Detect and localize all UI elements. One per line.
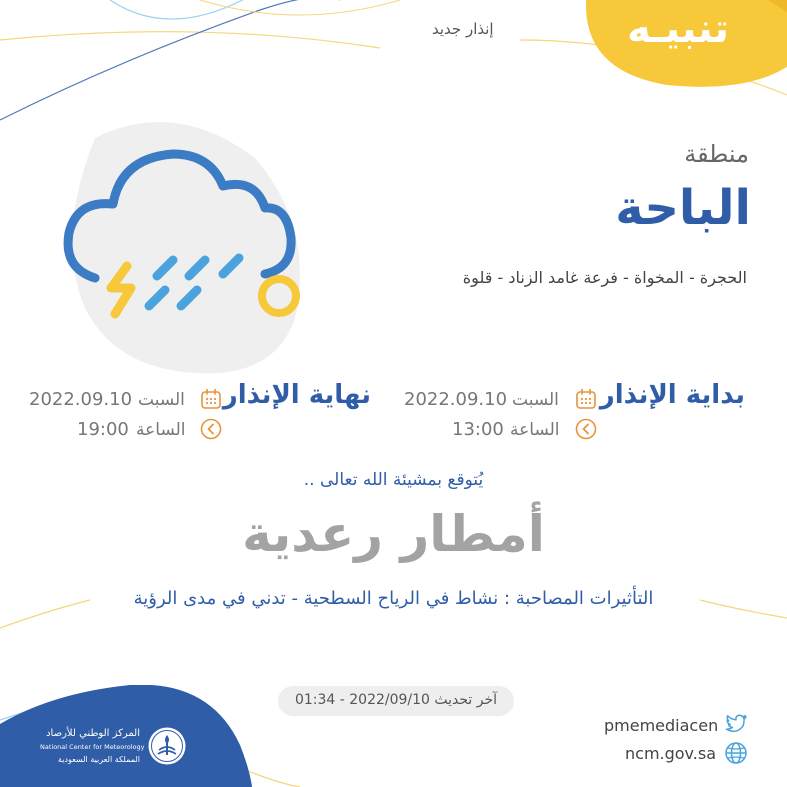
start-time-label: الساعة <box>510 420 560 440</box>
start-day: السبت <box>512 390 559 410</box>
calendar-icon <box>200 388 222 410</box>
alert-title: تنبيـه <box>627 6 729 52</box>
weather-phenomenon: أمطار رعدية <box>242 505 545 563</box>
start-time: 13:00 <box>452 419 504 440</box>
website-link[interactable]: ncm.gov.sa <box>625 744 717 763</box>
subregions-list: الحجرة - المخواة - فرعة غامد الزناد - قلوة <box>462 268 747 287</box>
start-date: 2022.09.10 <box>404 389 508 410</box>
associated-effects: التأثيرات المصاحبة : نشاط في الرياح السطحية - تدني في مدى الرؤية <box>133 588 654 609</box>
twitter-handle[interactable]: pmemediacen <box>604 716 719 735</box>
end-time: 19:00 <box>77 419 129 440</box>
globe-icon[interactable] <box>724 741 748 765</box>
region-label: منطقة <box>684 140 749 168</box>
organization-name-en: National Center for Meteorology <box>40 743 145 751</box>
end-day: السبت <box>138 390 185 410</box>
end-time-label: الساعة <box>136 420 186 440</box>
region-name: الباحة <box>615 180 751 236</box>
clock-icon <box>200 418 222 440</box>
last-updated-text: آخر تحديث 2022/09/10 - 01:34 <box>294 692 498 708</box>
organization-country-ar: المملكة العربية السعودية <box>57 755 140 764</box>
calendar-icon <box>575 388 597 410</box>
start-title: بداية الإنذار <box>599 380 745 410</box>
end-title: نهاية الإنذار <box>222 380 371 410</box>
ncm-logo-icon <box>147 726 187 766</box>
end-date: 2022.09.10 <box>29 389 133 410</box>
thunderstorm-rain-icon <box>55 118 310 378</box>
clock-icon <box>575 418 597 440</box>
new-warning-label: إنذار جديد <box>432 20 494 38</box>
last-updated-badge <box>278 686 514 716</box>
organization-name-ar: المركز الوطني للأرصاد <box>46 728 140 739</box>
twitter-icon[interactable] <box>724 711 748 735</box>
forecast-intro: يُتوقع بمشيئة الله تعالى .. <box>303 470 484 490</box>
